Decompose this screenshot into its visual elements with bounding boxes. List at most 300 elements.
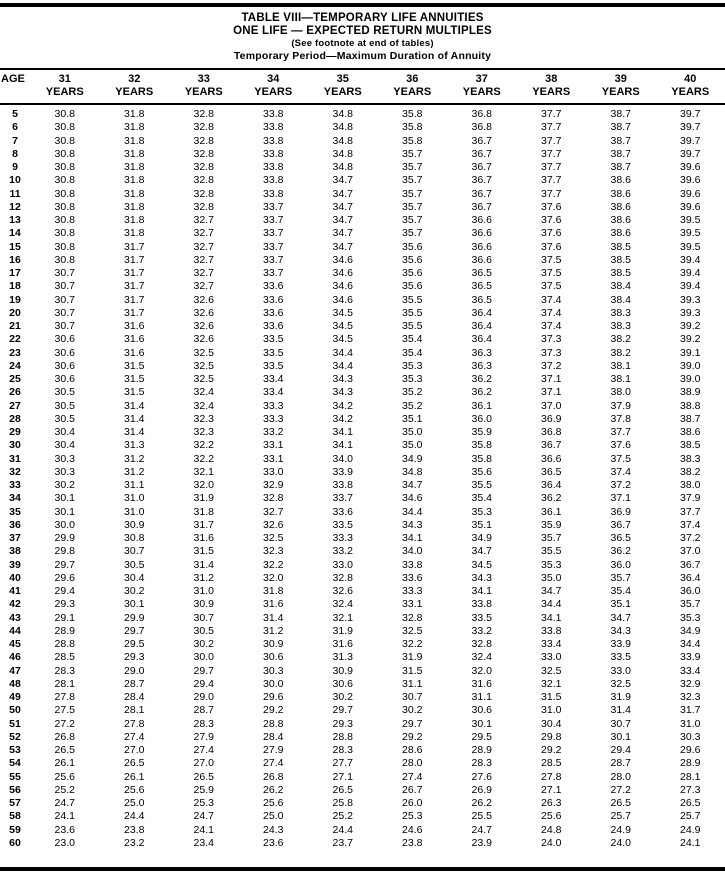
col-header-unit: YEARS	[601, 86, 640, 98]
table-row-age-15	[0, 241, 725, 254]
col-header-unit: YEARS	[184, 86, 223, 98]
multiple-cell-age-40-col-40: 36.4	[680, 571, 701, 584]
multiple-cell-age-9-col-32: 31.8	[124, 161, 145, 173]
col-header-number: 31	[58, 73, 71, 85]
multiple-cell-age-29-col-37: 35.9	[471, 426, 492, 438]
table-row-age-28	[0, 413, 725, 426]
multiple-cell-age-29-col-31: 30.4	[54, 426, 75, 438]
multiple-cell-age-34-col-32: 31.0	[124, 492, 145, 505]
multiple-cell-age-35-col-39: 36.9	[610, 505, 631, 518]
multiple-cell-age-24-col-40: 39.0	[680, 359, 701, 372]
multiple-cell-age-13-col-31: 30.8	[54, 214, 75, 226]
table-row-age-51	[0, 718, 725, 731]
multiple-cell-age-39-col-37: 34.5	[471, 558, 492, 571]
multiple-cell-age-5-col-34: 33.8	[263, 108, 284, 120]
multiple-cell-age-45-col-36: 32.2	[402, 638, 423, 650]
multiple-cell-age-60-col-35: 23.7	[332, 836, 353, 849]
multiple-cell-age-50-col-33: 28.7	[193, 704, 214, 717]
multiple-cell-age-32-col-37: 35.6	[471, 465, 492, 478]
table-row-age-23	[0, 347, 725, 360]
multiple-cell-age-51-col-39: 30.7	[610, 717, 631, 730]
multiple-cell-age-41-col-33: 31.0	[193, 585, 214, 597]
multiple-cell-age-11-col-33: 32.8	[193, 187, 214, 200]
multiple-cell-age-19-col-31: 30.7	[54, 293, 75, 306]
age-cell: 46	[9, 651, 21, 664]
multiple-cell-age-10-col-34: 33.8	[263, 174, 284, 187]
multiple-cell-age-58-col-33: 24.7	[193, 810, 214, 823]
age-cell: 17	[9, 267, 21, 279]
multiple-cell-age-38-col-36: 34.0	[402, 545, 423, 558]
table-row-age-32	[0, 466, 725, 479]
multiple-cell-age-31-col-37: 35.8	[471, 452, 492, 465]
multiple-cell-age-37-col-33: 31.6	[193, 532, 214, 544]
multiple-cell-age-37-col-38: 35.7	[541, 532, 562, 544]
multiple-cell-age-48-col-36: 31.1	[402, 677, 423, 690]
multiple-cell-age-46-col-39: 33.5	[610, 651, 631, 664]
multiple-cell-age-18-col-31: 30.7	[54, 280, 75, 293]
multiple-cell-age-12-col-36: 35.7	[402, 200, 423, 213]
multiple-cell-age-56-col-32: 25.6	[124, 783, 145, 796]
multiple-cell-age-39-col-31: 29.7	[54, 558, 75, 571]
multiple-cell-age-38-col-37: 34.7	[471, 545, 492, 558]
multiple-cell-age-27-col-40: 38.8	[680, 399, 701, 412]
multiple-cell-age-36-col-31: 30.0	[54, 518, 75, 531]
header-row	[0, 69, 725, 104]
multiple-cell-age-6-col-35: 34.8	[332, 121, 353, 134]
multiple-cell-age-36-col-37: 35.1	[471, 518, 492, 531]
multiple-cell-age-30-col-39: 37.6	[610, 439, 631, 452]
multiple-cell-age-50-col-39: 31.4	[610, 704, 631, 717]
multiple-cell-age-56-col-38: 27.1	[541, 783, 562, 796]
multiple-cell-age-25-col-37: 36.2	[471, 373, 492, 385]
multiple-cell-age-23-col-39: 38.2	[610, 346, 631, 359]
multiple-cell-age-26-col-32: 31.5	[124, 386, 145, 399]
multiple-cell-age-8-col-38: 37.7	[541, 147, 562, 160]
multiple-cell-age-34-col-34: 32.8	[263, 492, 284, 505]
multiple-cell-age-20-col-38: 37.4	[541, 306, 562, 319]
multiple-cell-age-19-col-40: 39.3	[680, 293, 701, 306]
multiple-cell-age-13-col-35: 34.7	[332, 214, 353, 226]
multiple-cell-age-9-col-35: 34.8	[332, 161, 353, 173]
multiple-cell-age-55-col-34: 26.8	[263, 770, 284, 783]
multiple-cell-age-28-col-38: 36.9	[541, 412, 562, 425]
multiple-cell-age-7-col-40: 39.7	[680, 134, 701, 147]
age-column-header: AGE	[1, 73, 25, 85]
multiple-cell-age-12-col-35: 34.7	[332, 200, 353, 213]
multiple-cell-age-52-col-38: 29.8	[541, 730, 562, 743]
multiple-cell-age-34-col-36: 34.6	[402, 492, 423, 505]
multiple-cell-age-59-col-33: 24.1	[193, 823, 214, 836]
multiple-cell-age-33-col-39: 37.2	[610, 479, 631, 491]
multiple-cell-age-51-col-35: 29.3	[332, 717, 353, 730]
multiple-cell-age-41-col-34: 31.8	[263, 585, 284, 597]
multiple-cell-age-5-col-36: 35.8	[402, 108, 423, 120]
multiple-cell-age-11-col-39: 38.6	[610, 187, 631, 200]
multiple-cell-age-48-col-33: 29.4	[193, 677, 214, 690]
multiple-cell-age-51-col-34: 28.8	[263, 717, 284, 730]
multiple-cell-age-52-col-35: 28.8	[332, 730, 353, 743]
multiple-cell-age-57-col-33: 25.3	[193, 797, 214, 809]
multiple-cell-age-58-col-34: 25.0	[263, 810, 284, 823]
multiple-cell-age-46-col-37: 32.4	[471, 651, 492, 664]
multiple-cell-age-19-col-33: 32.6	[193, 293, 214, 306]
multiple-cell-age-60-col-34: 23.6	[263, 836, 284, 849]
multiple-cell-age-32-col-39: 37.4	[610, 465, 631, 478]
multiple-cell-age-20-col-34: 33.6	[263, 306, 284, 319]
multiple-cell-age-6-col-33: 32.8	[193, 121, 214, 134]
multiple-cell-age-59-col-36: 24.6	[402, 823, 423, 836]
age-cell: 33	[9, 479, 21, 491]
multiple-cell-age-39-col-33: 31.4	[193, 558, 214, 571]
multiple-cell-age-60-col-38: 24.0	[541, 836, 562, 849]
multiple-cell-age-54-col-38: 28.5	[541, 757, 562, 770]
age-cell: 44	[9, 624, 21, 637]
multiple-cell-age-34-col-33: 31.9	[193, 492, 214, 505]
multiple-cell-age-45-col-35: 31.6	[332, 638, 353, 650]
multiple-cell-age-9-col-38: 37.7	[541, 161, 562, 173]
age-cell: 31	[9, 452, 21, 465]
col-header-37-years	[447, 69, 517, 104]
multiple-cell-age-53-col-36: 28.6	[402, 744, 423, 756]
table-row-age-20	[0, 307, 725, 320]
multiple-cell-age-21-col-34: 33.6	[263, 320, 284, 332]
table-row-age-35	[0, 506, 725, 519]
multiple-cell-age-34-col-31: 30.1	[54, 492, 75, 505]
table-row-age-47	[0, 665, 725, 678]
multiple-cell-age-55-col-37: 27.6	[471, 770, 492, 783]
table-row-age-50	[0, 704, 725, 717]
multiple-cell-age-42-col-32: 30.1	[124, 598, 145, 611]
col-header-number: 36	[406, 73, 419, 85]
multiple-cell-age-58-col-32: 24.4	[124, 810, 145, 823]
table-row-age-38	[0, 545, 725, 558]
multiple-cell-age-29-col-36: 35.0	[402, 426, 423, 438]
multiple-cell-age-19-col-35: 34.6	[332, 293, 353, 306]
multiple-cell-age-27-col-37: 36.1	[471, 399, 492, 412]
table-row-age-13	[0, 214, 725, 227]
multiple-cell-age-35-col-37: 35.3	[471, 505, 492, 518]
multiple-cell-age-6-col-32: 31.8	[124, 121, 145, 134]
multiple-cell-age-12-col-37: 36.7	[471, 200, 492, 213]
multiple-cell-age-58-col-31: 24.1	[54, 810, 75, 823]
multiple-cell-age-39-col-38: 35.3	[541, 558, 562, 571]
multiple-cell-age-24-col-38: 37.2	[541, 359, 562, 372]
multiple-cell-age-38-col-38: 35.5	[541, 545, 562, 558]
multiple-cell-age-55-col-39: 28.0	[610, 770, 631, 783]
multiple-cell-age-14-col-40: 39.5	[680, 227, 701, 240]
multiple-cell-age-7-col-39: 38.7	[610, 134, 631, 147]
multiple-cell-age-23-col-40: 39.1	[680, 346, 701, 359]
multiple-cell-age-32-col-38: 36.5	[541, 465, 562, 478]
multiple-cell-age-28-col-35: 34.2	[332, 412, 353, 425]
multiple-cell-age-52-col-40: 30.3	[680, 730, 701, 743]
col-header-33-years	[169, 69, 239, 104]
multiple-cell-age-56-col-35: 26.5	[332, 783, 353, 796]
multiple-cell-age-50-col-32: 28.1	[124, 704, 145, 717]
multiple-cell-age-60-col-40: 24.1	[680, 836, 701, 849]
multiple-cell-age-49-col-35: 30.2	[332, 691, 353, 703]
multiple-cell-age-49-col-38: 31.5	[541, 691, 562, 703]
table-row-age-19	[0, 294, 725, 307]
age-cell: 57	[9, 797, 21, 809]
multiple-cell-age-20-col-40: 39.3	[680, 306, 701, 319]
multiple-cell-age-52-col-34: 28.4	[263, 730, 284, 743]
multiple-cell-age-19-col-34: 33.6	[263, 293, 284, 306]
multiple-cell-age-54-col-39: 28.7	[610, 757, 631, 770]
multiple-cell-age-54-col-34: 27.4	[263, 757, 284, 770]
multiple-cell-age-48-col-35: 30.6	[332, 677, 353, 690]
multiple-cell-age-17-col-34: 33.7	[263, 267, 284, 279]
multiple-cell-age-40-col-39: 35.7	[610, 571, 631, 584]
age-cell: 35	[9, 505, 21, 518]
multiple-cell-age-17-col-31: 30.7	[54, 267, 75, 279]
multiple-cell-age-56-col-33: 25.9	[193, 783, 214, 796]
multiple-cell-age-34-col-39: 37.1	[610, 492, 631, 505]
multiple-cell-age-49-col-40: 32.3	[680, 691, 701, 703]
multiple-cell-age-16-col-35: 34.6	[332, 253, 353, 266]
multiple-cell-age-22-col-31: 30.6	[54, 333, 75, 346]
multiple-cell-age-56-col-34: 26.2	[263, 783, 284, 796]
multiple-cell-age-51-col-38: 30.4	[541, 717, 562, 730]
age-cell: 16	[9, 253, 21, 266]
multiple-cell-age-35-col-36: 34.4	[402, 505, 423, 518]
multiple-cell-age-15-col-40: 39.5	[680, 240, 701, 253]
multiple-cell-age-14-col-37: 36.6	[471, 227, 492, 240]
multiple-cell-age-13-col-33: 32.7	[193, 214, 214, 226]
multiple-cell-age-37-col-34: 32.5	[263, 532, 284, 544]
multiple-cell-age-41-col-40: 36.0	[680, 585, 701, 597]
annuity-table	[0, 68, 725, 850]
age-cell: 37	[9, 532, 21, 544]
multiple-cell-age-17-col-38: 37.5	[541, 267, 562, 279]
table-row-age-10	[0, 174, 725, 187]
multiple-cell-age-42-col-34: 31.6	[263, 598, 284, 611]
multiple-cell-age-18-col-35: 34.6	[332, 280, 353, 293]
multiple-cell-age-8-col-39: 38.7	[610, 147, 631, 160]
multiple-cell-age-42-col-37: 33.8	[471, 598, 492, 611]
multiple-cell-age-44-col-32: 29.7	[124, 624, 145, 637]
multiple-cell-age-15-col-35: 34.7	[332, 240, 353, 253]
col-header-unit: YEARS	[671, 86, 710, 98]
multiple-cell-age-34-col-40: 37.9	[680, 492, 701, 505]
multiple-cell-age-5-col-37: 36.8	[471, 108, 492, 120]
multiple-cell-age-60-col-33: 23.4	[193, 836, 214, 849]
table-row-age-43	[0, 612, 725, 625]
table-row-age-6	[0, 121, 725, 134]
multiple-cell-age-17-col-40: 39.4	[680, 267, 701, 279]
multiple-cell-age-40-col-35: 32.8	[332, 571, 353, 584]
multiple-cell-age-23-col-33: 32.5	[193, 346, 214, 359]
multiple-cell-age-27-col-32: 31.4	[124, 399, 145, 412]
table-row-age-18	[0, 280, 725, 293]
multiple-cell-age-12-col-31: 30.8	[54, 200, 75, 213]
multiple-cell-age-42-col-36: 33.1	[402, 598, 423, 611]
multiple-cell-age-22-col-32: 31.6	[124, 333, 145, 346]
multiple-cell-age-59-col-35: 24.4	[332, 823, 353, 836]
multiple-cell-age-46-col-33: 30.0	[193, 651, 214, 664]
multiple-cell-age-53-col-32: 27.0	[124, 744, 145, 756]
multiple-cell-age-30-col-33: 32.2	[193, 439, 214, 452]
table-row-age-7	[0, 135, 725, 148]
multiple-cell-age-37-col-40: 37.2	[680, 532, 701, 544]
multiple-cell-age-6-col-36: 35.8	[402, 121, 423, 134]
multiple-cell-age-16-col-39: 38.5	[610, 253, 631, 266]
age-cell: 23	[9, 346, 21, 359]
multiple-cell-age-42-col-35: 32.4	[332, 598, 353, 611]
multiple-cell-age-36-col-34: 32.6	[263, 518, 284, 531]
multiple-cell-age-55-col-36: 27.4	[402, 770, 423, 783]
multiple-cell-age-47-col-33: 29.7	[193, 664, 214, 677]
multiple-cell-age-58-col-40: 25.7	[680, 810, 701, 823]
table-row-age-25	[0, 373, 725, 386]
multiple-cell-age-27-col-39: 37.9	[610, 399, 631, 412]
multiple-cell-age-49-col-33: 29.0	[193, 691, 214, 703]
col-header-unit: YEARS	[254, 86, 293, 98]
table-row-age-14	[0, 227, 725, 240]
multiple-cell-age-28-col-39: 37.8	[610, 412, 631, 425]
col-header-39-years	[586, 69, 656, 104]
multiple-cell-age-58-col-36: 25.3	[402, 810, 423, 823]
multiple-cell-age-56-col-39: 27.2	[610, 783, 631, 796]
multiple-cell-age-23-col-38: 37.3	[541, 346, 562, 359]
multiple-cell-age-10-col-32: 31.8	[124, 174, 145, 187]
multiple-cell-age-10-col-31: 30.8	[54, 174, 75, 187]
age-cell: 7	[12, 134, 18, 147]
multiple-cell-age-44-col-37: 33.2	[471, 624, 492, 637]
table-row-age-27	[0, 400, 725, 413]
multiple-cell-age-44-col-38: 33.8	[541, 624, 562, 637]
multiple-cell-age-24-col-33: 32.5	[193, 359, 214, 372]
multiple-cell-age-7-col-33: 32.8	[193, 134, 214, 147]
multiple-cell-age-24-col-37: 36.3	[471, 359, 492, 372]
multiple-cell-age-30-col-31: 30.4	[54, 439, 75, 452]
multiple-cell-age-44-col-33: 30.5	[193, 624, 214, 637]
multiple-cell-age-46-col-31: 28.5	[54, 651, 75, 664]
multiple-cell-age-25-col-36: 35.3	[402, 373, 423, 385]
multiple-cell-age-41-col-38: 34.7	[541, 585, 562, 597]
multiple-cell-age-26-col-36: 35.2	[402, 386, 423, 399]
table-row-age-41	[0, 585, 725, 598]
age-cell: 36	[9, 518, 21, 531]
table-row-age-59	[0, 824, 725, 837]
multiple-cell-age-48-col-32: 28.7	[124, 677, 145, 690]
multiple-cell-age-33-col-36: 34.7	[402, 479, 423, 491]
multiple-cell-age-13-col-38: 37.6	[541, 214, 562, 226]
table-subtitle: ONE LIFE — EXPECTED RETURN MULTIPLES	[233, 25, 492, 37]
multiple-cell-age-59-col-31: 23.6	[54, 823, 75, 836]
multiple-cell-age-57-col-32: 25.0	[124, 797, 145, 809]
age-cell: 43	[9, 611, 21, 624]
multiple-cell-age-21-col-35: 34.5	[332, 320, 353, 332]
multiple-cell-age-35-col-38: 36.1	[541, 505, 562, 518]
table-row-age-48	[0, 678, 725, 691]
multiple-cell-age-16-col-32: 31.7	[124, 253, 145, 266]
multiple-cell-age-15-col-39: 38.5	[610, 240, 631, 253]
multiple-cell-age-54-col-31: 26.1	[54, 757, 75, 770]
multiple-cell-age-16-col-31: 30.8	[54, 253, 75, 266]
table-row-age-12	[0, 201, 725, 214]
multiple-cell-age-47-col-31: 28.3	[54, 664, 75, 677]
age-cell: 12	[9, 200, 21, 213]
multiple-cell-age-11-col-37: 36.7	[471, 187, 492, 200]
multiple-cell-age-20-col-39: 38.3	[610, 306, 631, 319]
table-row-age-40	[0, 572, 725, 585]
age-cell: 60	[9, 836, 21, 849]
table-row-age-57	[0, 797, 725, 810]
multiple-cell-age-14-col-36: 35.7	[402, 227, 423, 240]
multiple-cell-age-31-col-39: 37.5	[610, 452, 631, 465]
age-cell: 41	[9, 585, 21, 597]
multiple-cell-age-27-col-36: 35.2	[402, 399, 423, 412]
multiple-cell-age-37-col-37: 34.9	[471, 532, 492, 544]
multiple-cell-age-46-col-34: 30.6	[263, 651, 284, 664]
multiple-cell-age-36-col-40: 37.4	[680, 518, 701, 531]
multiple-cell-age-6-col-40: 39.7	[680, 121, 701, 134]
multiple-cell-age-37-col-32: 30.8	[124, 532, 145, 544]
multiple-cell-age-22-col-39: 38.2	[610, 333, 631, 346]
multiple-cell-age-50-col-34: 29.2	[263, 704, 284, 717]
multiple-cell-age-27-col-33: 32.4	[193, 399, 214, 412]
multiple-cell-age-59-col-38: 24.8	[541, 823, 562, 836]
age-cell: 38	[9, 545, 21, 558]
multiple-cell-age-55-col-40: 28.1	[680, 770, 701, 783]
multiple-cell-age-31-col-31: 30.3	[54, 452, 75, 465]
multiple-cell-age-40-col-38: 35.0	[541, 571, 562, 584]
multiple-cell-age-34-col-37: 35.4	[471, 492, 492, 505]
multiple-cell-age-53-col-38: 29.2	[541, 744, 562, 756]
multiple-cell-age-38-col-39: 36.2	[610, 545, 631, 558]
multiple-cell-age-14-col-38: 37.6	[541, 227, 562, 240]
multiple-cell-age-8-col-32: 31.8	[124, 147, 145, 160]
multiple-cell-age-44-col-35: 31.9	[332, 624, 353, 637]
age-cell: 49	[9, 691, 21, 703]
multiple-cell-age-57-col-38: 26.3	[541, 797, 562, 809]
multiple-cell-age-9-col-39: 38.7	[610, 161, 631, 173]
multiple-cell-age-29-col-35: 34.1	[332, 426, 353, 438]
age-cell: 39	[9, 558, 21, 571]
multiple-cell-age-35-col-35: 33.6	[332, 505, 353, 518]
multiple-cell-age-30-col-40: 38.5	[680, 439, 701, 452]
age-cell: 5	[12, 108, 18, 120]
table-row-age-44	[0, 625, 725, 638]
col-header-unit: YEARS	[45, 86, 84, 98]
multiple-cell-age-26-col-31: 30.5	[54, 386, 75, 399]
multiple-cell-age-28-col-33: 32.3	[193, 412, 214, 425]
multiple-cell-age-53-col-33: 27.4	[193, 744, 214, 756]
multiple-cell-age-18-col-34: 33.6	[263, 280, 284, 293]
age-cell: 21	[9, 320, 21, 332]
multiple-cell-age-46-col-35: 31.3	[332, 651, 353, 664]
multiple-cell-age-18-col-38: 37.5	[541, 280, 562, 293]
multiple-cell-age-52-col-31: 26.8	[54, 730, 75, 743]
multiple-cell-age-13-col-40: 39.5	[680, 214, 701, 226]
multiple-cell-age-45-col-37: 32.8	[471, 638, 492, 650]
multiple-cell-age-38-col-31: 29.8	[54, 545, 75, 558]
multiple-cell-age-51-col-32: 27.8	[124, 717, 145, 730]
age-cell: 45	[9, 638, 21, 650]
multiple-cell-age-43-col-36: 32.8	[402, 611, 423, 624]
multiple-cell-age-50-col-35: 29.7	[332, 704, 353, 717]
multiple-cell-age-31-col-40: 38.3	[680, 452, 701, 465]
age-cell: 48	[9, 677, 21, 690]
multiple-cell-age-14-col-35: 34.7	[332, 227, 353, 240]
multiple-cell-age-11-col-32: 31.8	[124, 187, 145, 200]
multiple-cell-age-25-col-38: 37.1	[541, 373, 562, 385]
multiple-cell-age-8-col-35: 34.8	[332, 147, 353, 160]
multiple-cell-age-42-col-38: 34.4	[541, 598, 562, 611]
age-cell: 9	[12, 161, 18, 173]
table-row-age-34	[0, 492, 725, 505]
